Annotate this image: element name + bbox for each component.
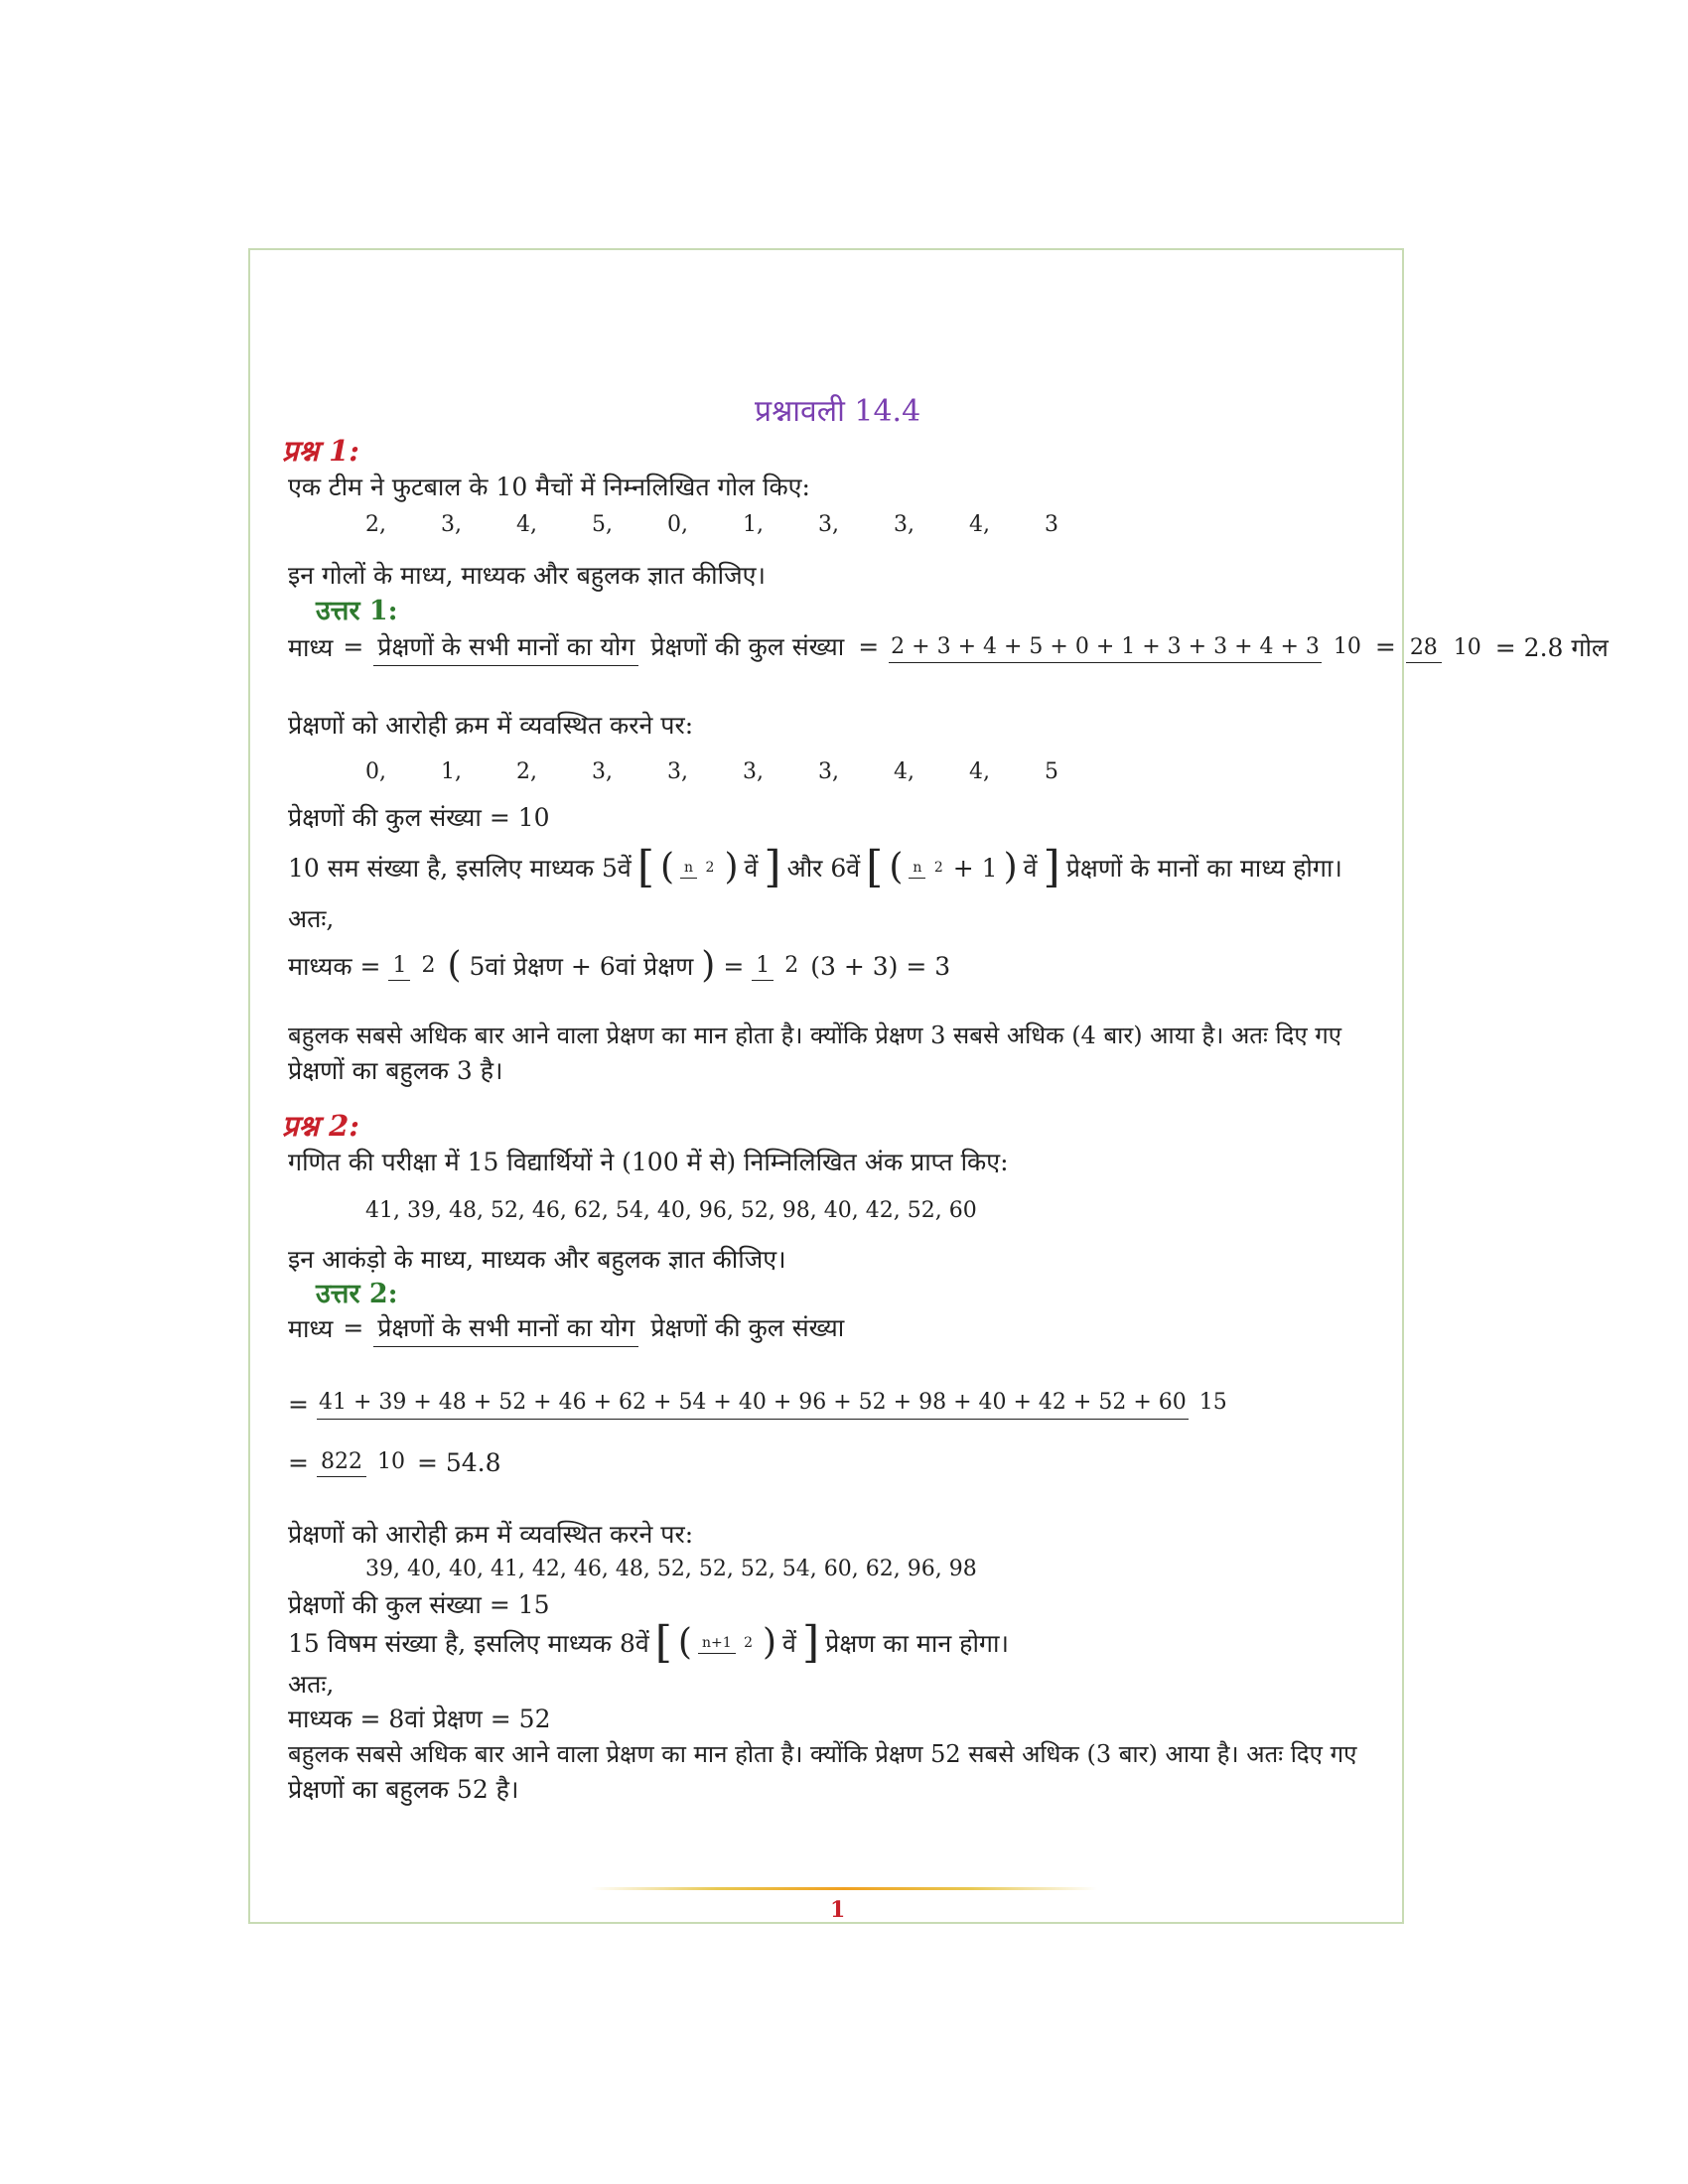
goal-value: 3, bbox=[894, 512, 914, 537]
goal-value: 3 bbox=[1045, 512, 1058, 537]
bracket-open: [ bbox=[866, 842, 884, 892]
sum-fraction bbox=[317, 1388, 1231, 1420]
question-2-ask: इन आकंड़ो के माध्य, माध्यक और बहुलक ज्ञात कीजिए। bbox=[288, 1245, 786, 1274]
bracket-open: [ bbox=[654, 1617, 672, 1668]
result-fraction bbox=[317, 1447, 409, 1477]
mean-result: = 2.8 गोल bbox=[1494, 632, 1609, 662]
answer-2-label: उत्तर 2: bbox=[316, 1279, 398, 1309]
equals-sign: = bbox=[359, 951, 381, 981]
goal-value: 4, bbox=[969, 512, 990, 537]
therefore-2: अतः, bbox=[288, 1670, 335, 1699]
mode-text-1a: बहुलक सबसे अधिक बार आने वाला प्रेक्षण का मान होता है। क्योंकि प्रेक्षण 3 सबसे अधिक (4 बार) आया है। अतः दिए गए bbox=[288, 1022, 1342, 1049]
fraction-numerator: 2 + 3 + 4 + 5 + 0 + 1 + 3 + 3 + 4 + 3 bbox=[889, 634, 1322, 663]
arrange-text-2: प्रेक्षणों को आरोही क्रम में व्यवस्थित करने पर: bbox=[288, 1520, 694, 1549]
sorted-value: 3, bbox=[818, 759, 839, 784]
median-equation-1 bbox=[288, 945, 951, 986]
even-rule-tail: प्रेक्षणों के मानों का माध्य होगा। bbox=[1065, 854, 1342, 883]
median-inner-expr: 5वां प्रेक्षण + 6वां प्रेक्षण bbox=[469, 952, 694, 981]
question-1-label: प्रश्न 1: bbox=[282, 434, 359, 468]
median-line-2: माध्यक = 8वां प्रेक्षण = 52 bbox=[288, 1705, 551, 1733]
fraction-numerator: 1 bbox=[388, 953, 410, 981]
fraction-numerator: 41 + 39 + 48 + 52 + 46 + 62 + 54 + 40 + 96 + 52 + 98 + 40 + 42 + 52 + 60 bbox=[317, 1390, 1189, 1420]
equals-sign: = bbox=[343, 632, 364, 661]
bracket-open: [ bbox=[636, 842, 654, 892]
sorted-value: 3, bbox=[743, 759, 764, 784]
result-equation-2 bbox=[288, 1447, 501, 1477]
equals-sign: = bbox=[288, 1389, 309, 1419]
sorted-list-2: 39, 40, 40, 41, 42, 46, 48, 52, 52, 52, 54, 60, 62, 96, 98 bbox=[365, 1557, 977, 1581]
sorted-value: 5 bbox=[1045, 759, 1058, 784]
fraction-numerator: n+1 bbox=[698, 1635, 736, 1654]
mean-formula-fraction bbox=[373, 1308, 848, 1347]
mean-equation-2 bbox=[288, 1308, 848, 1347]
arrange-text-1: प्रेक्षणों को आरोही क्रम में व्यवस्थित करने पर: bbox=[288, 711, 694, 740]
equals-sign: = bbox=[858, 632, 880, 661]
fraction-numerator: n bbox=[680, 860, 697, 879]
question-2-label: प्रश्न 2: bbox=[282, 1109, 359, 1143]
mean-word: माध्य bbox=[288, 1313, 334, 1343]
therefore-1: अतः, bbox=[288, 904, 335, 933]
fraction-denominator: 10 bbox=[376, 1449, 405, 1474]
goal-value: 3, bbox=[818, 512, 839, 537]
question-2-text: गणित की परीक्षा में 15 विद्यार्थियों ने (100 में से) निम्निलिखित अंक प्राप्त किए: bbox=[288, 1148, 1009, 1176]
paren-open: ( bbox=[660, 847, 675, 887]
paren-open: ( bbox=[447, 945, 462, 986]
goals-list bbox=[365, 512, 1084, 537]
footer-divider bbox=[591, 1887, 1097, 1890]
fraction-denominator: 2 bbox=[744, 1634, 753, 1651]
n-plus-1-over-2-fraction bbox=[698, 1633, 757, 1654]
even-rule-text: 10 सम संख्या है, इसलिए माध्यक 5वें bbox=[288, 854, 632, 883]
ordinal-suffix: वें bbox=[782, 1629, 796, 1658]
fraction-numerator: 28 bbox=[1406, 635, 1442, 663]
fraction-denominator: 2 bbox=[705, 859, 715, 876]
sorted-value: 4, bbox=[894, 759, 914, 784]
plus-one: + 1 bbox=[952, 853, 998, 883]
ordinal-suffix: वें bbox=[1023, 854, 1038, 883]
fraction-denominator: प्रेक्षणों की कुल संख्या bbox=[650, 632, 845, 661]
paren-close: ) bbox=[724, 847, 739, 887]
fraction-denominator: 2 bbox=[421, 953, 436, 978]
sum-fraction bbox=[889, 630, 1365, 663]
sorted-value: 1, bbox=[441, 759, 462, 784]
ordinal-suffix: वें bbox=[744, 854, 759, 883]
fraction-denominator: 15 bbox=[1198, 1390, 1227, 1415]
fraction-numerator: प्रेक्षणों के सभी मानों का योग bbox=[373, 629, 638, 666]
sorted-value: 4, bbox=[969, 759, 990, 784]
paren-close: ) bbox=[701, 945, 716, 986]
goal-value: 4, bbox=[516, 512, 537, 537]
equals-sign: = bbox=[343, 1313, 364, 1342]
bracket-close: ] bbox=[801, 1617, 820, 1668]
fraction-numerator: 1 bbox=[752, 953, 774, 981]
sorted-value: 3, bbox=[667, 759, 688, 784]
bracket-close: ] bbox=[764, 842, 781, 892]
question-1-text: एक टीम ने फुटबाल के 10 मैचों में निम्नलिखित गोल किए: bbox=[288, 473, 810, 501]
goal-value: 3, bbox=[441, 512, 462, 537]
goal-value: 1, bbox=[743, 512, 764, 537]
paren-close: ) bbox=[1003, 847, 1018, 887]
total-count-2: प्रेक्षणों की कुल संख्या = 15 bbox=[288, 1590, 550, 1619]
fraction-denominator: 10 bbox=[1333, 634, 1361, 659]
n-over-2-fraction bbox=[909, 858, 946, 879]
fraction-numerator: n bbox=[909, 860, 925, 879]
mode-text-2b: प्रेक्षणों का बहुलक 52 है। bbox=[288, 1775, 519, 1804]
mode-text-1b: प्रेक्षणों का बहुलक 3 है। bbox=[288, 1056, 503, 1085]
exercise-title: प्रश्नावली 14.4 bbox=[755, 394, 921, 429]
fraction-denominator: 2 bbox=[784, 953, 799, 978]
mean-formula-fraction bbox=[373, 627, 848, 666]
goal-value: 2, bbox=[365, 512, 386, 537]
page-number: 1 bbox=[830, 1897, 846, 1923]
sorted-value: 3, bbox=[592, 759, 613, 784]
equals-sign: = bbox=[723, 951, 745, 981]
bracket-close: ] bbox=[1043, 842, 1060, 892]
result-fraction bbox=[1406, 631, 1485, 663]
odd-rule-text: 15 विषम संख्या है, इसलिए माध्यक 8वें bbox=[288, 1629, 649, 1658]
fraction-numerator: 822 bbox=[317, 1449, 366, 1477]
sorted-value: 0, bbox=[365, 759, 386, 784]
fraction-denominator: 10 bbox=[1453, 634, 1481, 660]
median-result: (3 + 3) = 3 bbox=[810, 951, 951, 981]
mean-word: माध्य bbox=[288, 632, 334, 662]
question-1-ask: इन गोलों के माध्य, माध्यक और बहुलक ज्ञात कीजिए। bbox=[288, 561, 766, 590]
answer-1-label: उत्तर 1: bbox=[316, 596, 398, 626]
odd-rule-line bbox=[288, 1617, 1009, 1668]
fraction-numerator: प्रेक्षणों के सभी मानों का योग bbox=[373, 1310, 638, 1347]
half-fraction bbox=[388, 951, 439, 981]
mode-text-2a: बहुलक सबसे अधिक बार आने वाला प्रेक्षण का मान होता है। क्योंकि प्रेक्षण 52 सबसे अधिक (3 बार) आया है। अतः दिए गए bbox=[288, 1740, 1357, 1768]
total-count-1: प्रेक्षणों की कुल संख्या = 10 bbox=[288, 803, 550, 832]
goal-value: 0, bbox=[667, 512, 688, 537]
half-fraction bbox=[752, 951, 802, 981]
fraction-denominator: प्रेक्षणों की कुल संख्या bbox=[650, 1313, 845, 1342]
paren-open: ( bbox=[677, 1622, 692, 1663]
median-word: माध्यक bbox=[288, 952, 352, 981]
fraction-denominator: 2 bbox=[933, 859, 943, 876]
mean-result: = 54.8 bbox=[416, 1447, 501, 1477]
paren-close: ) bbox=[763, 1622, 777, 1663]
paren-open: ( bbox=[889, 847, 904, 887]
mean-equation-1 bbox=[288, 627, 1609, 666]
equals-sign: = bbox=[288, 1447, 309, 1477]
odd-rule-tail: प्रेक्षण का मान होगा। bbox=[825, 1629, 1009, 1658]
n-over-2-fraction bbox=[680, 858, 718, 879]
even-rule-line bbox=[288, 842, 1342, 892]
equals-sign: = bbox=[1374, 632, 1396, 661]
marks-list: 41, 39, 48, 52, 46, 62, 54, 40, 96, 52, 98, 40, 42, 52, 60 bbox=[365, 1198, 977, 1223]
sum-equation-2 bbox=[288, 1388, 1231, 1420]
and-sixth-text: और 6वें bbox=[786, 854, 861, 883]
goal-value: 5, bbox=[592, 512, 613, 537]
sorted-list-1 bbox=[365, 759, 1084, 784]
sorted-value: 2, bbox=[516, 759, 537, 784]
